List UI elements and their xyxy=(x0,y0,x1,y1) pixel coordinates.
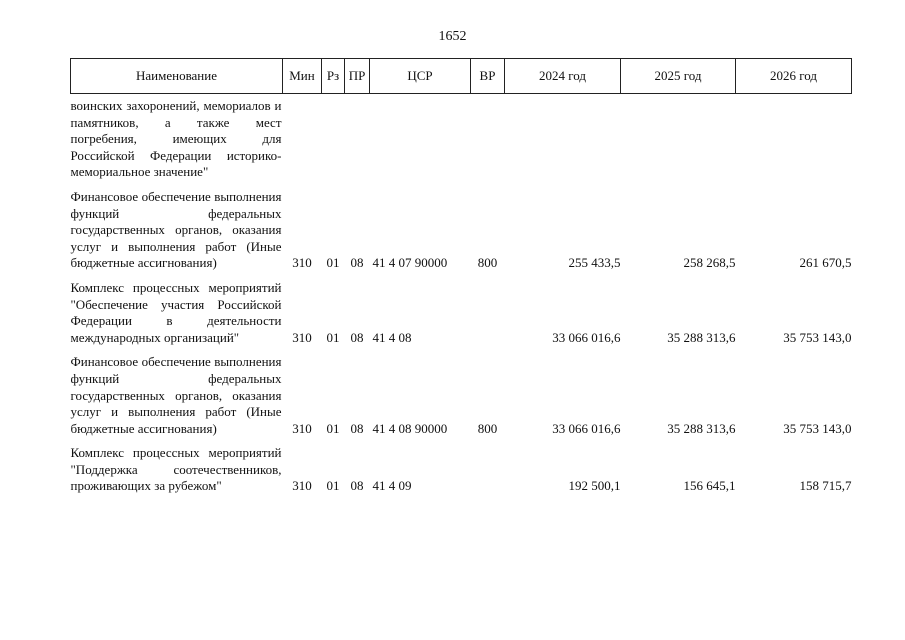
row-csr xyxy=(370,94,471,181)
header-2024: 2024 год xyxy=(505,59,621,94)
row-vr: 800 xyxy=(477,420,498,436)
table-row xyxy=(71,445,852,495)
row-2026: 35 753 143,0 xyxy=(783,420,852,436)
row-min: 310 xyxy=(292,478,312,494)
table-row xyxy=(71,189,852,272)
row-min: 310 xyxy=(292,255,312,271)
header-pr: ПР xyxy=(345,59,370,94)
row-pr: 08 xyxy=(350,255,364,271)
row-rz: 01 xyxy=(326,329,340,345)
row-2025: 258 268,5 xyxy=(683,255,736,271)
header-2025: 2025 год xyxy=(621,59,736,94)
page-number: 1652 xyxy=(438,29,467,44)
row-pr: 08 xyxy=(350,478,364,494)
budget-table xyxy=(70,58,852,495)
row-2026: 261 670,5 xyxy=(799,255,852,271)
row-spacer xyxy=(71,437,852,445)
header-csr: ЦСР xyxy=(370,59,471,94)
row-name: воинских захоронений, мемориалов и памятников, а также мест погребения, имеющих для Российской Федерации историко-мемориальное значение" xyxy=(70,98,282,180)
row-min: 310 xyxy=(292,420,312,436)
row-csr: 41 4 09 xyxy=(372,478,412,494)
row-name: Комплекс процессных мероприятий "Обеспечение участия Российской Федерации в деятельности международных организаций" xyxy=(70,279,282,345)
row-pr xyxy=(345,94,370,181)
row-spacer xyxy=(71,181,852,189)
row-pr: 08 xyxy=(350,420,364,436)
table-header xyxy=(71,59,852,94)
row-2024: 33 066 016,6 xyxy=(552,329,621,345)
row-name: Финансовое обеспечение выполнения функций федеральных государственных органов, оказания услуг и выполнения работ (Иные бюджетные ассигнования) xyxy=(70,354,282,436)
row-rz: 01 xyxy=(326,478,340,494)
table-row xyxy=(71,354,852,437)
table-row xyxy=(71,280,852,346)
header-2026: 2026 год xyxy=(736,59,852,94)
header-vr: ВР xyxy=(471,59,505,94)
row-csr: 41 4 08 xyxy=(372,329,412,345)
header-rz: Рз xyxy=(322,59,345,94)
row-min: 310 xyxy=(292,329,312,345)
row-csr: 41 4 07 90000 xyxy=(372,255,448,271)
row-name: Комплекс процессных мероприятий "Поддержка соотечественников, проживающих за рубежом" xyxy=(70,445,282,494)
row-2024: 192 500,1 xyxy=(568,478,621,494)
row-rz: 01 xyxy=(326,255,340,271)
row-name: Финансовое обеспечение выполнения функций федеральных государственных органов, оказания услуг и выполнения работ (Иные бюджетные ассигнования) xyxy=(70,188,282,271)
row-2026: 35 753 143,0 xyxy=(783,329,852,345)
row-2025: 35 288 313,6 xyxy=(667,329,736,345)
row-rz: 01 xyxy=(326,420,340,436)
row-spacer xyxy=(71,272,852,280)
row-csr: 41 4 08 90000 xyxy=(372,420,448,436)
row-vr xyxy=(471,280,505,346)
row-2024: 33 066 016,6 xyxy=(552,420,621,436)
row-vr xyxy=(471,445,505,495)
row-pr: 08 xyxy=(350,329,364,345)
row-2025 xyxy=(621,94,736,181)
row-2025: 35 288 313,6 xyxy=(667,420,736,436)
header-min: Мин xyxy=(283,59,322,94)
row-spacer xyxy=(71,346,852,354)
row-rz xyxy=(322,94,345,181)
table-row xyxy=(71,94,852,181)
row-2024: 255 433,5 xyxy=(568,255,621,271)
row-min xyxy=(283,94,322,181)
row-2026: 158 715,7 xyxy=(799,478,852,494)
header-name: Наименование xyxy=(71,59,283,94)
table-body xyxy=(71,94,852,496)
row-2026 xyxy=(736,94,852,181)
row-vr xyxy=(471,94,505,181)
row-2024 xyxy=(505,94,621,181)
row-2025: 156 645,1 xyxy=(683,478,736,494)
row-vr: 800 xyxy=(477,255,498,271)
